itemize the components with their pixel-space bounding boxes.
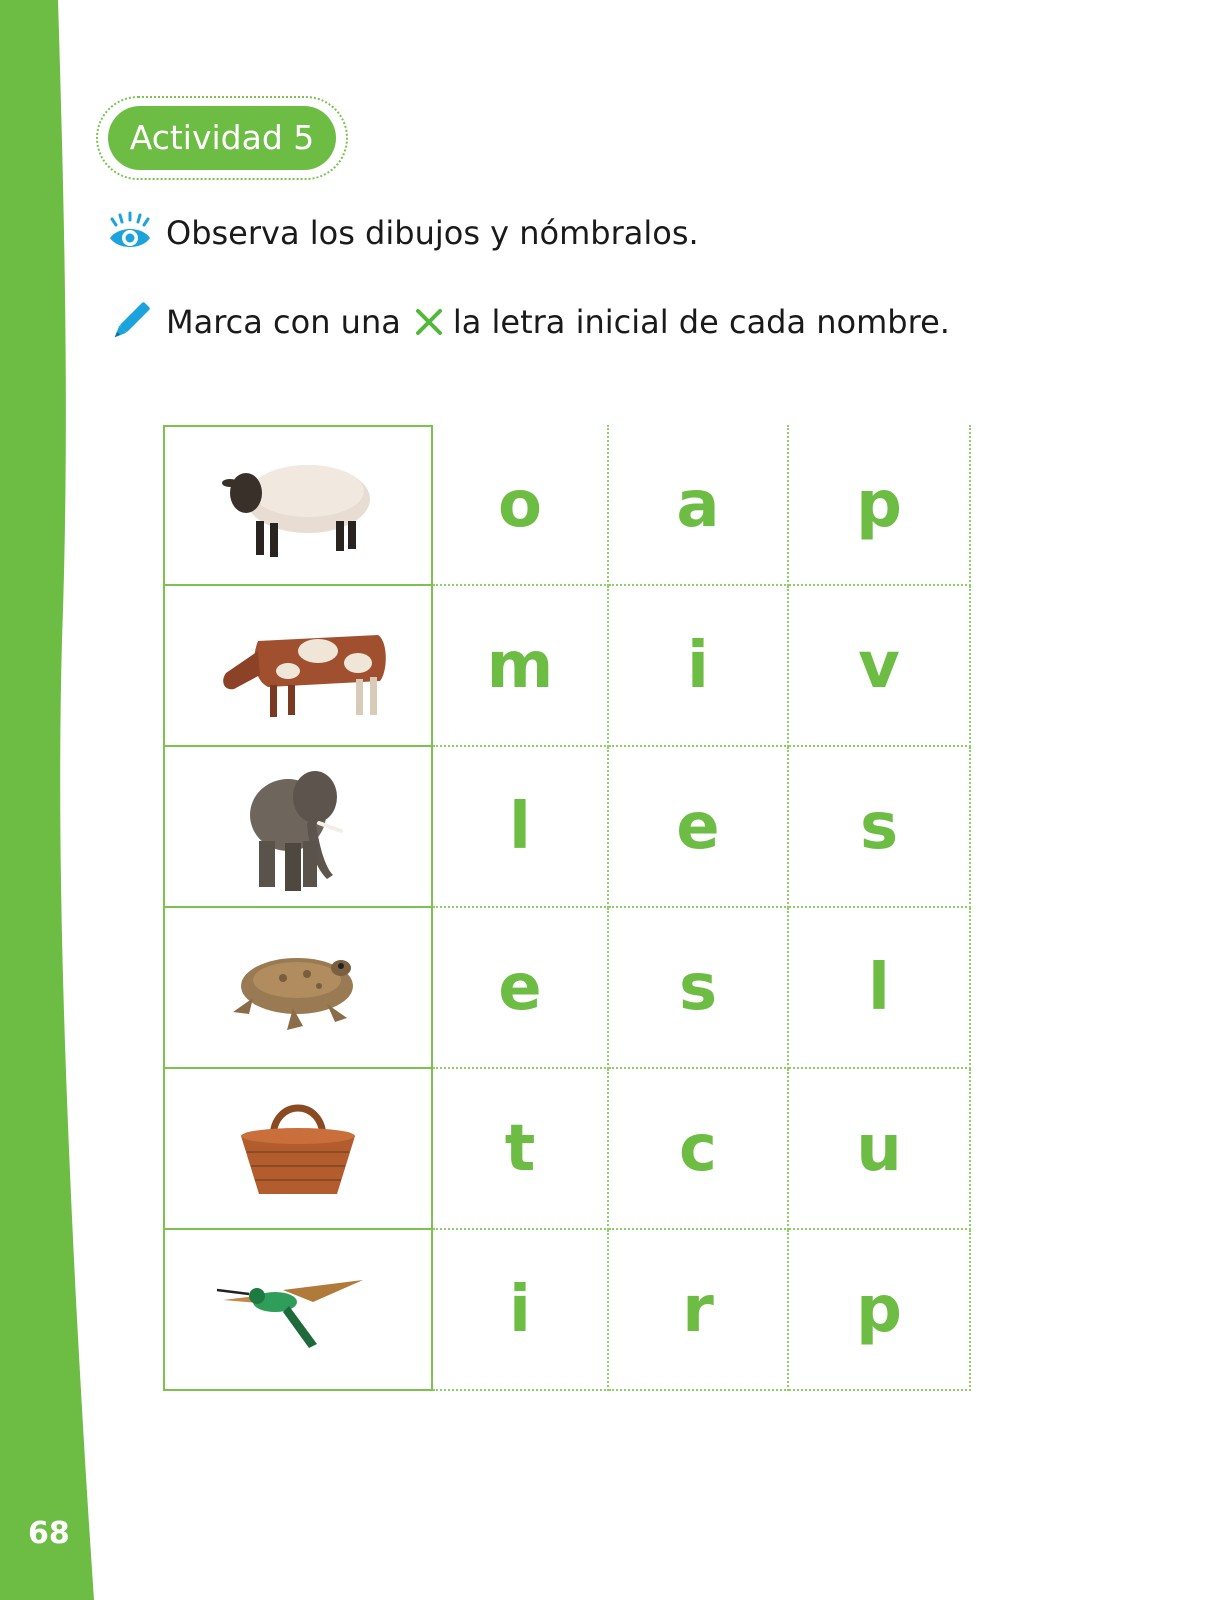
activity-title: Actividad 5 [108, 106, 336, 170]
page-number: 68 [28, 1516, 70, 1551]
letter-option[interactable]: l [433, 747, 609, 908]
x-mark-icon [415, 308, 443, 336]
letter-option[interactable]: v [789, 586, 971, 747]
letter-option[interactable]: s [609, 908, 789, 1069]
toad-picture [223, 938, 373, 1038]
letter-option[interactable]: s [789, 747, 971, 908]
picture-cell-sheep [163, 425, 433, 586]
pencil-icon [108, 300, 152, 344]
instruction-mark-text-after: la letra inicial de cada nombre. [452, 303, 950, 341]
letter-option[interactable]: a [609, 425, 789, 586]
letter-option[interactable]: c [609, 1069, 789, 1230]
hummingbird-picture [213, 1260, 383, 1360]
letter-option[interactable]: p [789, 1230, 971, 1391]
picture-cell-basket [163, 1067, 433, 1230]
instruction-observe-text: Observa los dibujos y nómbralos. [166, 214, 699, 252]
cow-picture [198, 601, 398, 731]
letter-option[interactable]: i [609, 586, 789, 747]
side-band [0, 0, 110, 1600]
letter-grid [163, 425, 971, 1391]
instruction-mark-text-before: Marca con una [166, 303, 401, 341]
sheep-picture [208, 441, 388, 571]
activity-badge [96, 96, 348, 180]
picture-cell-hummingbird [163, 1228, 433, 1391]
letter-option[interactable]: e [609, 747, 789, 908]
letter-option[interactable]: o [433, 425, 609, 586]
instruction-observe [108, 208, 699, 258]
elephant-picture [233, 757, 363, 897]
letter-option[interactable]: p [789, 425, 971, 586]
letter-option[interactable]: l [789, 908, 971, 1069]
picture-cell-elephant [163, 745, 433, 908]
instruction-mark [108, 297, 950, 347]
letter-option[interactable]: i [433, 1230, 609, 1391]
letter-option[interactable]: r [609, 1230, 789, 1391]
eye-icon [108, 211, 152, 255]
picture-cell-toad [163, 906, 433, 1069]
picture-cell-cow [163, 584, 433, 747]
letter-option[interactable]: u [789, 1069, 971, 1230]
letter-option[interactable]: t [433, 1069, 609, 1230]
letter-option[interactable]: m [433, 586, 609, 747]
basket-picture [233, 1094, 363, 1204]
letter-option[interactable]: e [433, 908, 609, 1069]
